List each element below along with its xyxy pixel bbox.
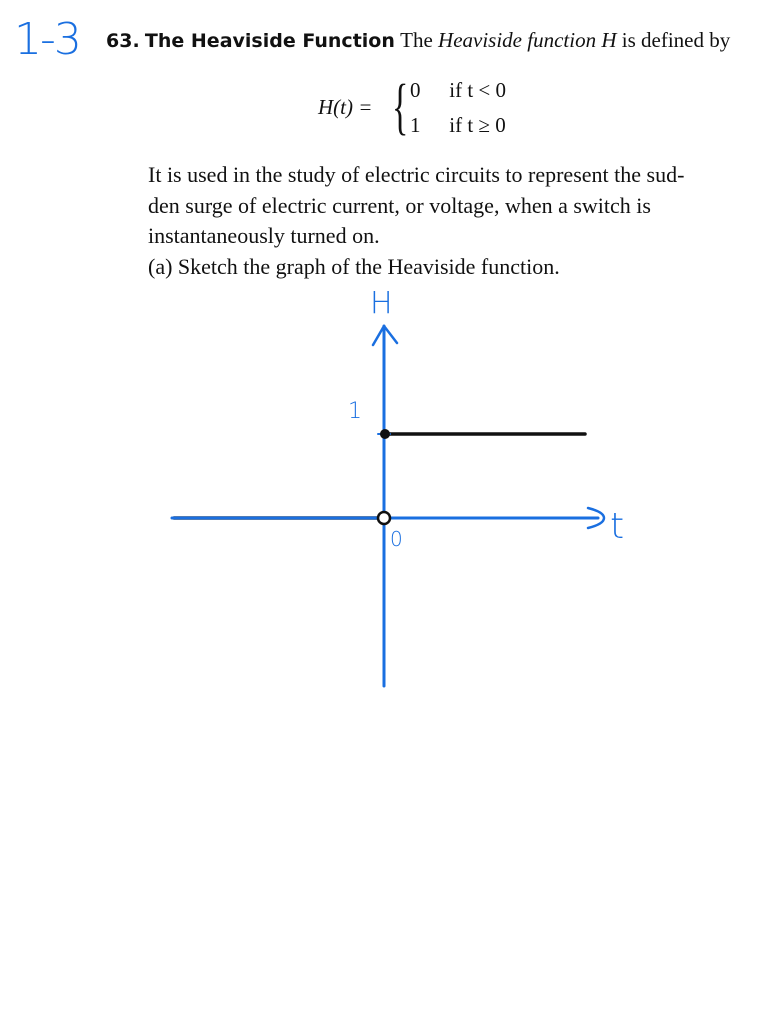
paragraph-line: den surge of electric current, or voltage, when a switch is	[148, 192, 651, 218]
case-value: 1	[410, 113, 421, 137]
intro-term: Heaviside function H	[438, 28, 617, 52]
origin-label: 0	[390, 527, 403, 551]
paragraph-line: instantaneously turned on.	[148, 223, 380, 248]
part-a-prompt: (a) Sketch the graph of the Heaviside function.	[148, 253, 560, 279]
paragraph-line: It is used in the study of electric circuits to represent the sud-	[148, 162, 685, 187]
case-value: 0	[410, 78, 421, 102]
intro-post: is defined by	[621, 28, 731, 52]
case-condition: if t < 0	[449, 78, 507, 102]
x-axis-label: t	[610, 506, 625, 547]
page-label-handwritten: 1-3	[14, 14, 80, 65]
case-condition: if t ≥ 0	[449, 113, 506, 137]
problem-number: 63.	[106, 30, 140, 52]
tick-label-one: 1	[348, 399, 362, 424]
closed-point	[380, 429, 390, 439]
brace-icon: {	[392, 73, 409, 141]
open-point	[378, 512, 390, 524]
equation-lhs: H(t) =	[318, 95, 373, 119]
intro-pre: The	[400, 28, 433, 52]
y-axis-label: H	[370, 286, 393, 321]
problem-title: The Heaviside Function	[144, 30, 395, 52]
